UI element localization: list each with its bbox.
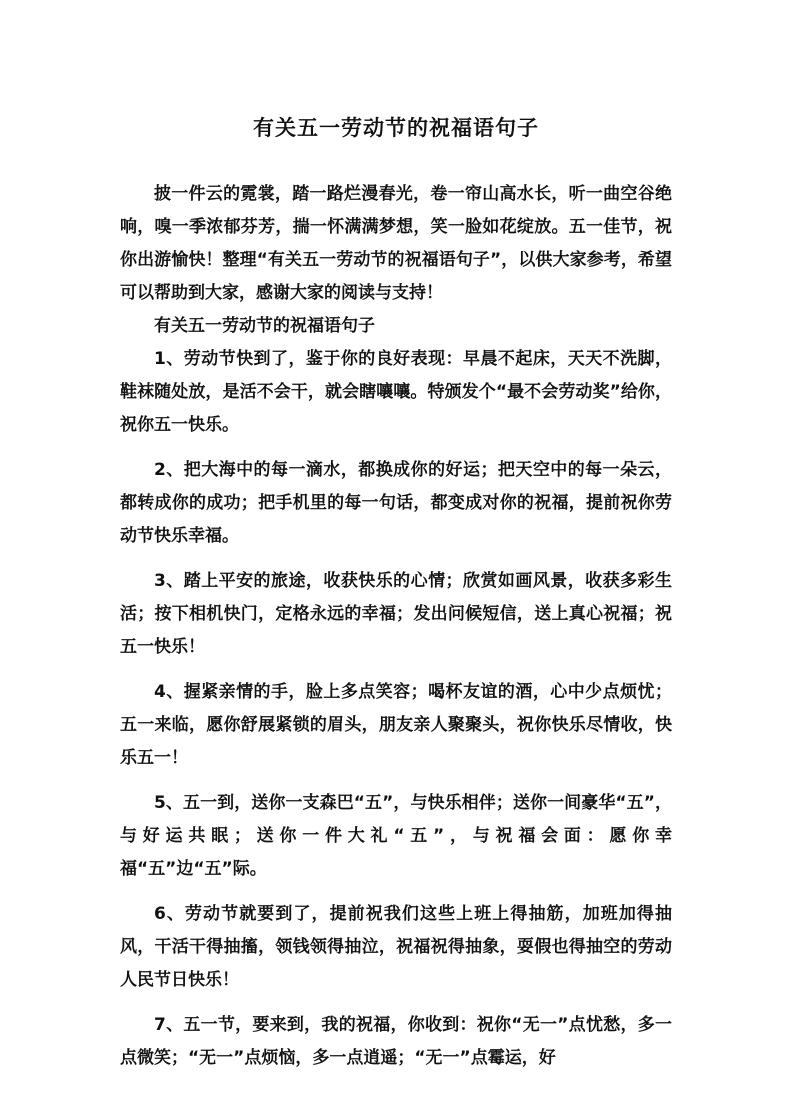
greeting-item-5: 5、五一到，送你一支森巴“五”，与快乐相伴；送你一间豪华“五”，与好运共眠；送你一件大礼“五”，与祝福会面：愿你幸福“五”边“五”际。 <box>120 793 672 879</box>
greeting-item-1: 1、劳动节快到了，鉴于你的良好表现：早晨不起床，天天不洗脚，鞋袜随处放，是活不会干，就会瞎嚷嚷。特颁发个“最不会劳动奖”给你，祝你五一快乐。 <box>120 349 672 435</box>
greeting-item-4: 4、握紧亲情的手，脸上多点笑容；喝杯友谊的酒，心中少点烦忧；五一来临，愿你舒展紧锁的眉头，朋友亲人聚聚头，祝你快乐尽情收，快乐五一！ <box>120 682 672 768</box>
document-body <box>120 178 672 1075</box>
page-title: 有关五一劳动节的祝福语句子 <box>253 115 539 140</box>
greeting-item-7: 7、五一节，要来到，我的祝福，你收到：祝你“无一”点忧愁，多一点微笑；“无一”点烦恼，多一点逍遥；“无一”点霉运，好 <box>120 1015 672 1068</box>
intro-paragraph: 披一件云的霓裳，踏一路烂漫春光，卷一帘山高水长，听一曲空谷绝响，嗅一季浓郁芬芳，揣一怀满满梦想，笑一脸如花绽放。五一佳节，祝你出游愉快！整理“有关五一劳动节的祝福语句子”，以供大家参考，希望可以帮助到大家，感谢大家的阅读与支持！ <box>120 184 672 303</box>
greeting-item-6: 6、劳动节就要到了，提前祝我们这些上班上得抽筋，加班加得抽风，干活干得抽搐，领钱领得抽泣，祝福祝得抽象，耍假也得抽空的劳动人民节日快乐！ <box>120 904 672 990</box>
greeting-item-3: 3、踏上平安的旅途，收获快乐的心情；欣赏如画风景，收获多彩生活；按下相机快门，定格永远的幸福；发出问候短信，送上真心祝福；祝五一快乐！ <box>120 571 672 657</box>
greeting-item-2: 2、把大海中的每一滴水，都换成你的好运；把天空中的每一朵云，都转成你的成功；把手机里的每一句话，都变成对你的祝福，提前祝你劳动节快乐幸福。 <box>120 460 672 546</box>
section-heading: 有关五一劳动节的祝福语句子 <box>154 316 375 336</box>
